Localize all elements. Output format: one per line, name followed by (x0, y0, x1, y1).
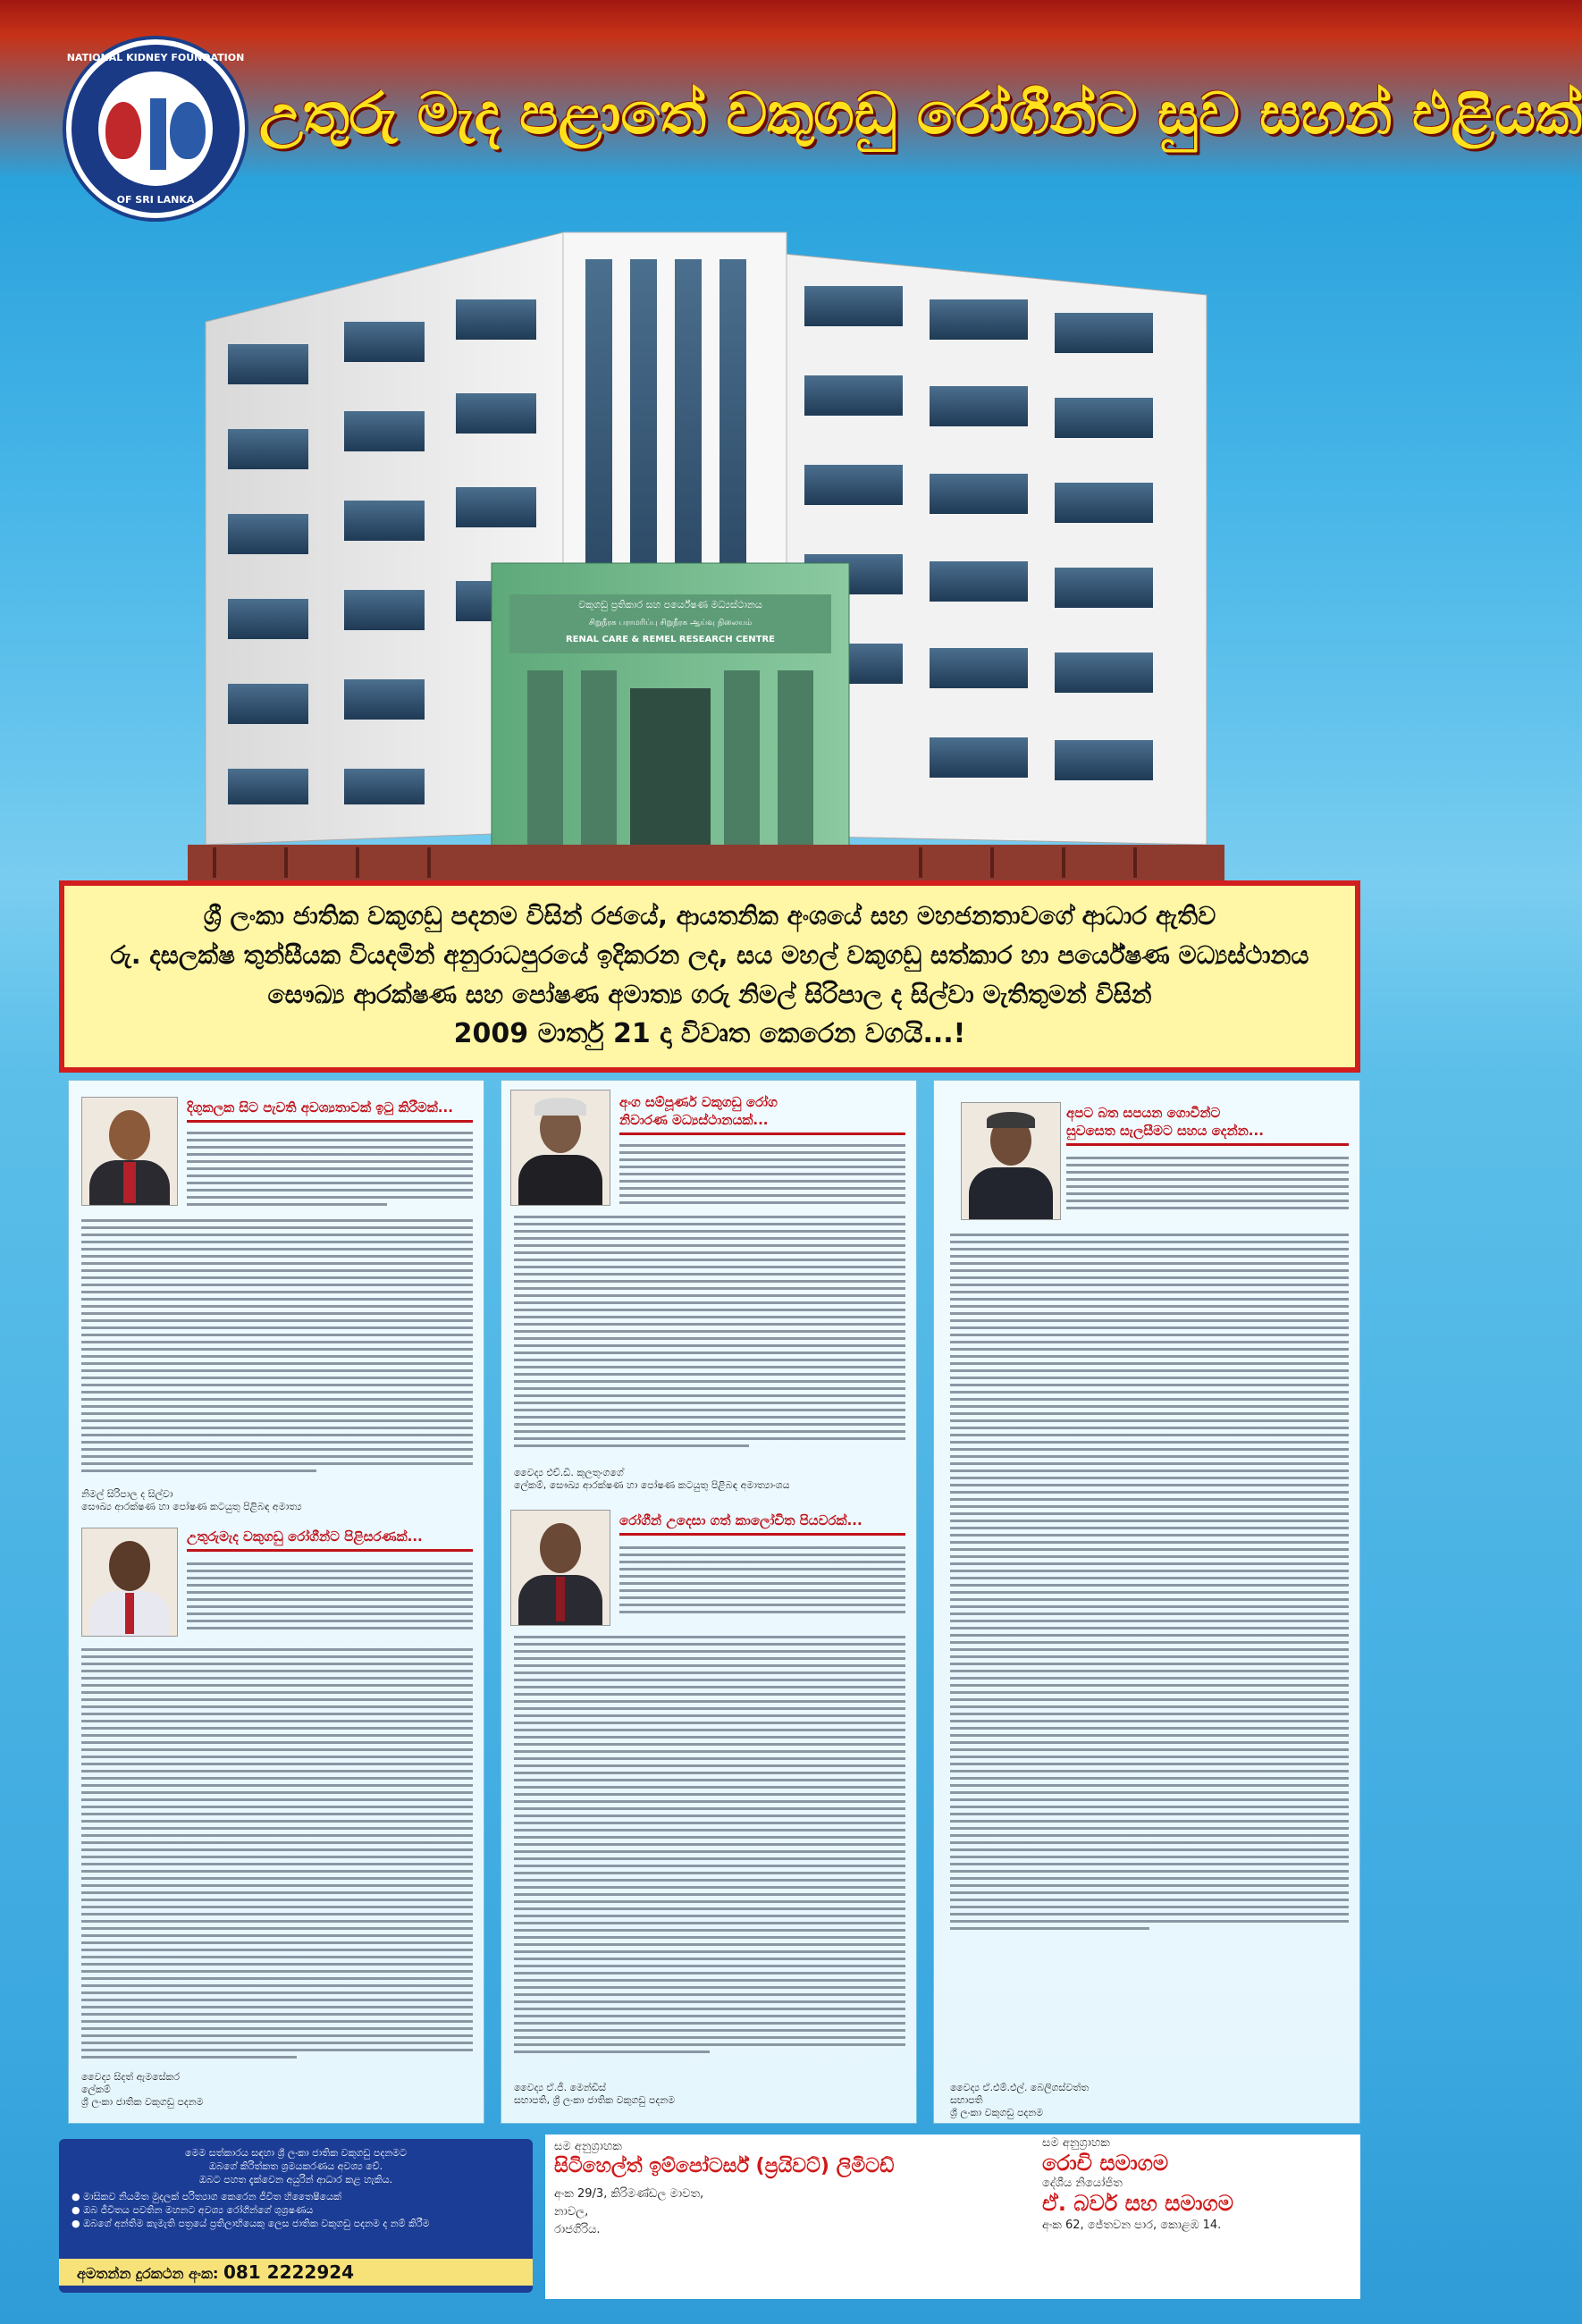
announcement-box (59, 880, 1360, 1073)
phone-label: අමතන්න දුරකථන අංක: (77, 2265, 219, 2282)
left-signature-1 (81, 1488, 473, 1513)
right-article-intro (1066, 1152, 1349, 1209)
middle-heading-1-line2: නිවාරණ මධ්‍යස්ථානයක්... (619, 1112, 769, 1128)
bullet-text: ඔබ ජීවිතය පවතින මහනට අවශ්‍ය රෝගීන්ගේ ශුශ්‍රෂණය (83, 2204, 314, 2216)
logo-text-top: NATIONAL KIDNEY FOUNDATION (66, 52, 245, 63)
signature-name: වෛද්‍ය ඒ.එම්.එල්. බෙලිගස්වත්ත (950, 2082, 1090, 2093)
appeal-line-2: ඔබගේ කිරිත්කත ශ්‍රමයකරණය අවශ්‍ය වේ. (208, 2160, 383, 2172)
announcement-line-2: රු. දසලක්ෂ තුන්සීයක වියදමින් අනුරාධපුරයේ ඉදිකරන ලද, සය මහල් වකුගඩු සත්කාර හා පර්යේෂණ මධ්‍යස්ථානය (110, 940, 1309, 970)
right-signature (950, 2082, 1349, 2119)
sponsor-address-2: නාවල, (554, 2205, 589, 2219)
building-sign-tamil: சிறுநீரக பராமரிப்பு சிறுநீரக ஆய்வு நிலையம் (588, 619, 753, 627)
announcement-line-4: 2009 මාර්තු 21 දා විවෘත කෙරෙන වගයි...! (453, 1018, 966, 1049)
right-heading-line1: අපට බත සපයන ගොවීන්ට (1066, 1105, 1221, 1121)
signature-name: වෛද්‍ය ඒ.ජී. මෙන්ඩිස් (514, 2082, 606, 2093)
signature-title: ලේකම් (81, 2084, 111, 2095)
left-article-1-body (81, 1215, 473, 1472)
building-sign-english: RENAL CARE & REMEL RESEARCH CENTRE (565, 635, 776, 644)
left-article-2-body (81, 1644, 473, 2059)
bullet-icon: ● (72, 2204, 84, 2216)
appeal-line-1: මෙම සත්කාරය සඳහා ශ්‍රී ලංකා ජාතික වකුගඩු පදනමට (185, 2147, 407, 2159)
ureter-icon (150, 98, 166, 170)
sponsor-name: සිටිහෙල්ත් ඉම්පෝටර්ස් (ප්‍රයිවට්) ලිමිටඩ් (554, 2155, 895, 2177)
right-kidney-icon (170, 102, 206, 159)
foundation-chairman-photo (510, 1510, 610, 1626)
phone-number: 081 2222924 (223, 2261, 355, 2283)
bullet-text: මාසිකව නියමිත මුදලක් පරිත්‍යාග කෙරෙන ජීවිත හිතෛෂීයෙක් (83, 2191, 341, 2202)
bullet-icon: ● (72, 2191, 84, 2202)
middle-heading-2: රෝගීන් උදෙසා ගත් කාලෝචිත පියවරක්... (619, 1512, 863, 1528)
appeal-bullet-3 (72, 2217, 520, 2230)
sponsor-address-1: අංක 29/3, කිරිමණ්ඩල මාවත, (554, 2187, 704, 2201)
signature-title: සභාපති (950, 2094, 983, 2106)
bullet-icon: ● (72, 2218, 84, 2229)
middle-article-1-text (619, 1140, 905, 1204)
left-kidney-icon (105, 102, 141, 159)
right-heading-line2: සුවසෙත සැලසීමට සහය දෙන්න... (1066, 1123, 1264, 1139)
sponsors-area (545, 2135, 1360, 2299)
appeal-bullet-2 (72, 2203, 520, 2217)
appeal-bullet-1 (72, 2190, 520, 2203)
middle-signature-1 (514, 1467, 905, 1492)
minister-photo (81, 1097, 178, 1206)
middle-article-2-body (514, 1631, 905, 2053)
signature-name: නිමල් සිරිපාල ද සිල්වා (81, 1488, 173, 1500)
signature-title: ලේකම්, සෞඛ්‍ය ආරක්ෂණ හා පෝෂණ කටයුතු පිළිබඳ අමාත්‍යාංශය (514, 1479, 790, 1491)
appeal-line-3: ඔබට පහත දැක්වෙන අයුරින් ආධාර කළ හැකිය. (198, 2174, 393, 2185)
logo-text-bottom: OF SRI LANKA (116, 194, 195, 206)
middle-heading-1-line1: අංග සම්පූර්ණ වකුගඩු රෝග (619, 1094, 778, 1110)
donation-appeal-box (59, 2139, 533, 2293)
sponsor-1 (554, 2140, 983, 2239)
middle-article-2-text (619, 1542, 905, 1613)
signature-org: ශ්‍රී ලංකා වකුගඩු පදනම (950, 2107, 1044, 2118)
announcement-line-1: ශ්‍රී ලංකා ජාතික වකුගඩු පදනම විසින් රජයේ, ආයතනික අංශයේ සහ මහජනතාවගේ ආධාර ඇතිව (203, 901, 1216, 930)
right-article-body (950, 1229, 1349, 1930)
sponsor-label: සම අනුග්‍රාහක (1042, 2136, 1110, 2150)
sponsor-subtitle: දේශීය නියෝජිත (1042, 2177, 1123, 2190)
left-article-1-text (187, 1127, 473, 1206)
phone-strip (59, 2259, 533, 2286)
left-heading-1: දිගුකලක සිට පැවති අවශ්‍යතාවක් ඉටු කිරීමක්... (187, 1099, 453, 1116)
sponsor-2 (1042, 2136, 1355, 2235)
building-sign-sinhala: වකුගඩු ප්‍රතිකාර සහ පර්යේෂණ මධ්‍යස්ථානය (578, 599, 762, 610)
left-heading-2: උතුරුමැද වකුගඩු රෝගීන්ට පිළිසරණක්... (187, 1528, 423, 1545)
middle-article-1-body (514, 1211, 905, 1447)
page-headline: උතුරු මැද පළාතේ වකුගඩු රෝගීන්ට සුව සහන් එළියක් (259, 80, 1582, 147)
sponsor-address-3: රාජගිරිය. (554, 2223, 601, 2236)
sponsor-address: අංක 62, ජේතවන පාර, කොළඹ 14. (1042, 2219, 1222, 2232)
kidney-foundation-chairman-photo (961, 1102, 1061, 1220)
right-column (933, 1080, 1360, 2124)
sponsor-name-2: ඒ. බවර් සහ සමාගම (1042, 2191, 1233, 2216)
middle-signature-2 (514, 2082, 905, 2107)
secretary-photo (81, 1528, 178, 1637)
kidney-centre-building-photo (188, 188, 1224, 894)
left-signature-2 (81, 2071, 473, 2109)
health-secretary-photo (510, 1090, 610, 1206)
signature-name: වෛද්‍ය එච්.ඩී. කුලතුංගගේ (514, 1467, 624, 1478)
left-column (68, 1080, 484, 2124)
signature-title: සෞඛ්‍ය ආරක්ෂණ හා පෝෂණ කටයුතු පිළිබඳ අමාත්‍ය (81, 1501, 302, 1512)
bullet-text: ඔබගේ අන්තිම කැමැති පත්‍රයේ ප්‍රතිලාභියෙකු ලෙස ජාතික වකුගඩු පදනම ද නම් කිරීම (83, 2218, 430, 2229)
announcement-line-3: සෞඛ්‍ය ආරක්ෂණ සහ පෝෂණ අමාත්‍ය ගරු නිමල් සිරිපාල ද සිල්වා මැතිතුමන් විසින් (267, 980, 1152, 1009)
signature-name: වෛද්‍ය සිදත් ඇමසේකර (81, 2071, 181, 2083)
sponsor-label: සම අනුග්‍රාහක (554, 2140, 622, 2153)
left-article-2-text (187, 1558, 473, 1629)
sponsor-name: රොචි සමාගම (1042, 2151, 1169, 2176)
signature-title: සභාපති, ශ්‍රී ලංකා ජාතික වකුගඩු පදනම (514, 2094, 676, 2106)
middle-column (501, 1080, 917, 2124)
signature-org: ශ්‍රී ලංකා ජාතික වකුගඩු පදනම (81, 2096, 204, 2108)
